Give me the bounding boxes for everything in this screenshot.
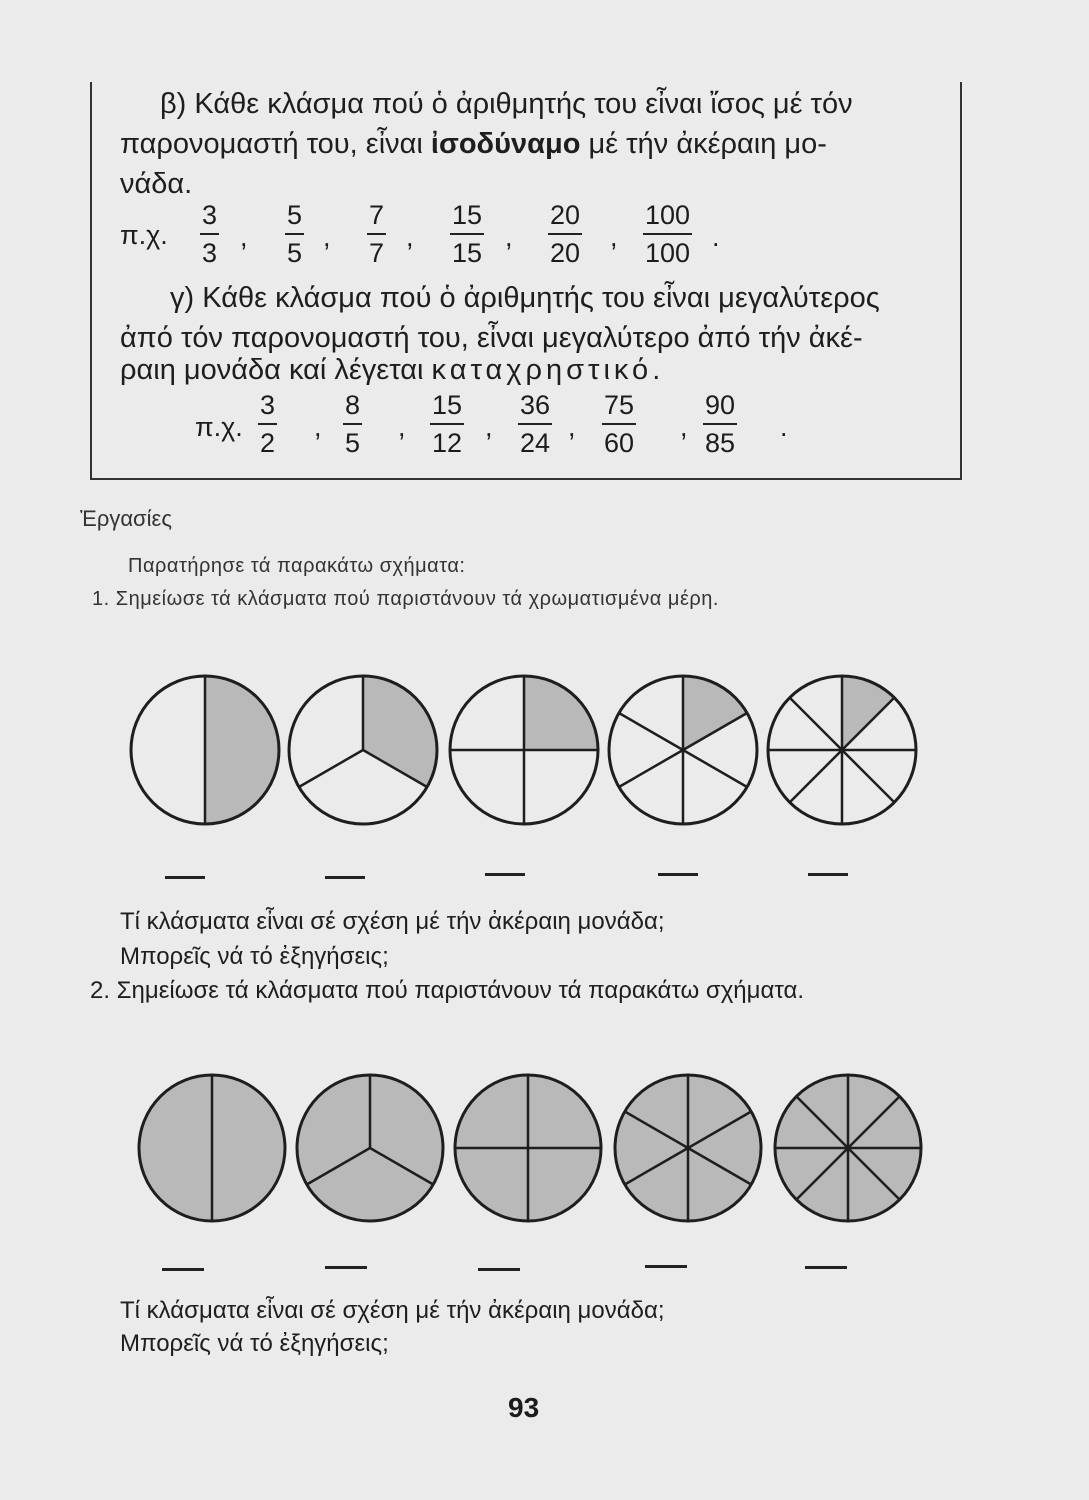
answer-blank[interactable] (165, 876, 205, 879)
answer-blank[interactable] (805, 1266, 847, 1269)
circles-row-1 (131, 676, 916, 824)
answer-blank[interactable] (162, 1268, 204, 1271)
separator: , (680, 412, 688, 442)
answer-blank[interactable] (658, 873, 698, 876)
exercises-intro: Παρατήρησε τά παρακάτω σχήματα: (128, 555, 466, 577)
gamma-line-3-pre: ραιη μονάδα καί λέγεται (120, 354, 432, 386)
separator: , (610, 222, 618, 252)
answer-blank[interactable] (485, 873, 525, 876)
answer-blank[interactable] (645, 1265, 687, 1268)
numerator: 15 (430, 390, 464, 425)
numerator: 15 (450, 200, 484, 235)
gamma-eg-label: π.χ. (195, 412, 243, 442)
explain-1: Μπορεῖς νά τό ἐξηγήσεις; (120, 943, 389, 970)
answer-blank[interactable] (325, 1266, 367, 1269)
denominator: 2 (260, 428, 276, 458)
separator: , (485, 412, 493, 442)
question-1: Τί κλάσματα εἶναι σέ σχέση μέ τήν ἀκέραιη μονάδα; (120, 908, 665, 935)
denominator: 20 (550, 238, 581, 268)
numerator: 20 (548, 200, 582, 235)
numerator: 3 (200, 200, 219, 235)
separator: , (323, 222, 331, 252)
denominator: 12 (432, 428, 463, 458)
separator: , (406, 222, 414, 252)
answer-blank[interactable] (808, 873, 848, 876)
beta-line-2-pre: παρονομαστή του, εἶναι (120, 128, 431, 160)
denominator: 24 (520, 428, 551, 458)
denominator: 100 (645, 238, 691, 268)
numerator: 3 (258, 390, 277, 425)
denominator: 85 (705, 428, 736, 458)
answer-blank[interactable] (478, 1268, 520, 1271)
denominator: 7 (369, 238, 385, 268)
beta-line-2-post: μέ τήν ἀκέραιη μο- (580, 128, 827, 160)
explain-2: Μπορεῖς νά τό ἐξηγήσεις; (120, 1330, 389, 1357)
separator: . (712, 222, 720, 252)
beta-bold-term: ἰσοδύναμο (430, 128, 581, 160)
numerator: 90 (703, 390, 737, 425)
task-1: 1. Σημείωσε τά κλάσματα πού παριστάνουν τά χρωματισμένα μέρη. (92, 588, 719, 610)
numerator: 8 (343, 390, 362, 425)
separator: , (398, 412, 406, 442)
beta-eg-label: π.χ. (120, 220, 168, 250)
task-2: 2. Σημείωσε τά κλάσματα πού παριστάνουν τά παρακάτω σχήματα. (90, 977, 805, 1004)
circles-row-2 (139, 1075, 921, 1221)
denominator: 5 (345, 428, 361, 458)
separator: , (314, 412, 322, 442)
beta-line-3: νάδα. (120, 168, 193, 200)
separator: , (240, 222, 248, 252)
gamma-line-1: γ) Κάθε κλάσμα πού ὁ ἀριθμητής του εἶναι μεγαλύτερος (170, 282, 880, 314)
numerator: 100 (643, 200, 692, 235)
gamma-line-3-post: . (652, 354, 661, 386)
denominator: 3 (202, 238, 218, 268)
answer-blank[interactable] (325, 876, 365, 879)
numerator: 75 (602, 390, 636, 425)
separator: , (568, 412, 576, 442)
denominator: 60 (604, 428, 635, 458)
gamma-line-2: ἀπό τόν παρονομαστή του, εἶναι μεγαλύτερο ἀπό τήν ἀκέ- (120, 322, 863, 354)
page-number: 93 (508, 1392, 540, 1423)
numerator: 5 (285, 200, 304, 235)
exercises-title: Ἐργασίες (80, 506, 172, 531)
separator: , (505, 222, 513, 252)
question-2: Τί κλάσματα εἶναι σέ σχέση μέ τήν ἀκέραιη μονάδα; (120, 1297, 665, 1324)
denominator: 15 (452, 238, 483, 268)
separator: . (780, 412, 788, 442)
gamma-spaced-term: καταχρηστικό (431, 354, 653, 386)
denominator: 5 (287, 238, 303, 268)
shaded-sector (205, 676, 279, 824)
numerator: 7 (367, 200, 386, 235)
numerator: 36 (518, 390, 552, 425)
beta-line-1: β) Κάθε κλάσμα πού ὁ ἀριθμητής του εἶναι ἴσος μέ τόν (160, 88, 853, 120)
